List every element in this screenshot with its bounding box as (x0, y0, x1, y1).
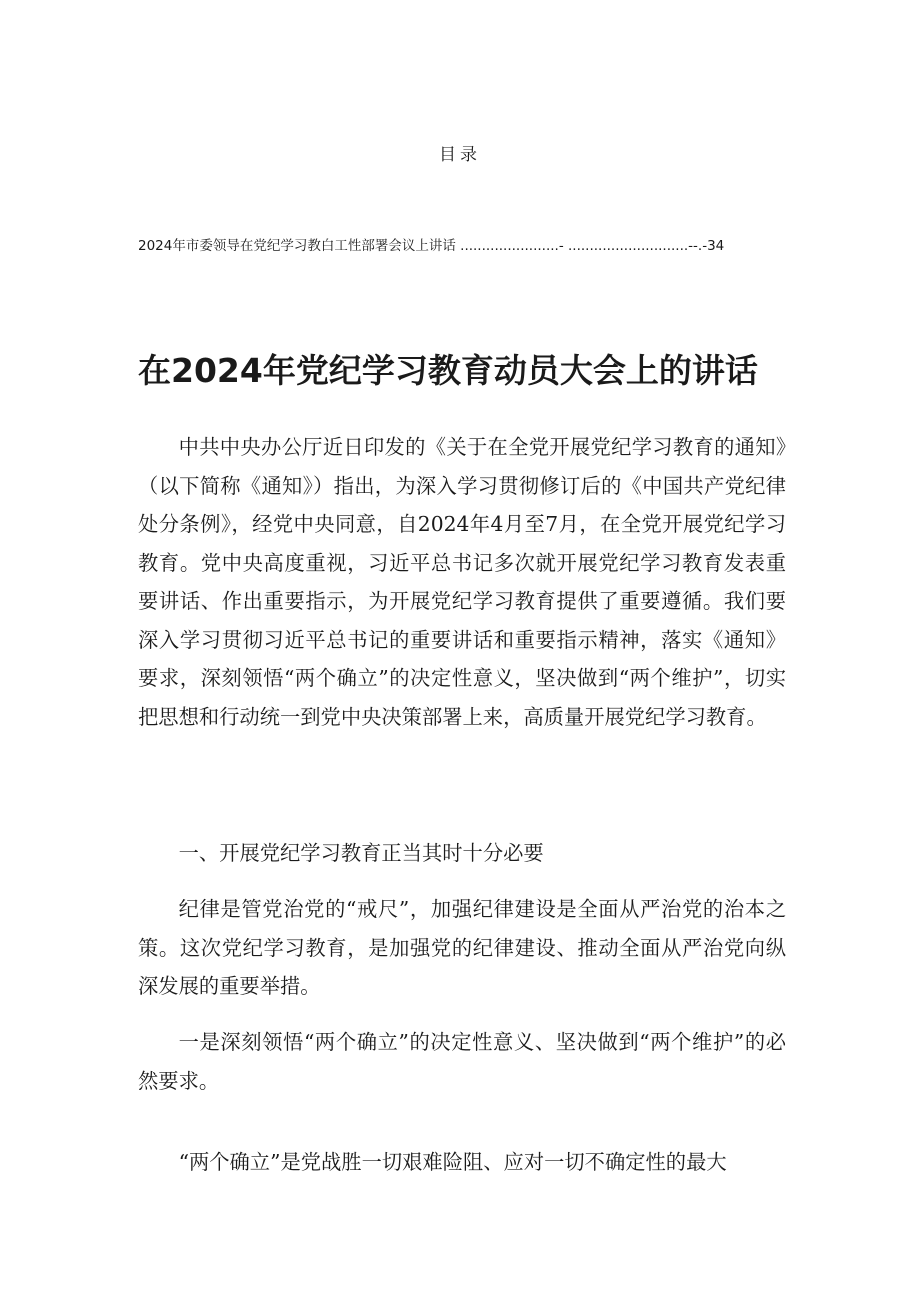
paragraph-intro: 中共中央办公厅近日印发的《关于在全党开展党纪学习教育的通知》（以下简称《通知》）指出，为深入学习贯彻修订后的《中国共产党纪律处分条例》，经党中央同意，自2024年4月至7月，在全党开展党纪学习教育。党中央高度重视，习近平总书记多次就开展党纪学习教育发表重要讲话、作出重要指示，为开展党纪学习教育提供了重要遵循。我们要深入学习贯彻习近平总书记的重要讲话和重要指示精神，落实《通知》要求，深刻领悟“两个确立”的决定性意义，坚决做到“两个维护”，切实把思想和行动统一到党中央决策部署上来，高质量开展党纪学习教育。 (138, 435, 786, 729)
section-heading-1: 一、开展党纪学习教育正当其时十分必要 (178, 841, 544, 865)
paragraph-discipline: 纪律是管党治党的“戒尺”，加强纪律建设是全面从严治党的治本之策。这次党纪学习教育，是加强党的纪律建设、推动全面从严治党向纵深发展的重要举措。 (138, 897, 786, 998)
document-title: 在2024年党纪学习教育动员大会上的讲话 (138, 351, 758, 390)
toc-heading: 目录 (439, 145, 481, 165)
paragraph-two-establishments: “两个确立”是党战胜一切艰难险阻、应对一切不确定性的最大 (178, 1150, 727, 1174)
paragraph-point-one: 一是深刻领悟“两个确立”的决定性意义、坚决做到“两个维护”的必然要求。 (138, 1030, 786, 1093)
toc-entry[interactable]: 2024年市委领导在党纪学习教白工性部署会议上讲话 .......................- ............................--.-34 (138, 238, 725, 254)
